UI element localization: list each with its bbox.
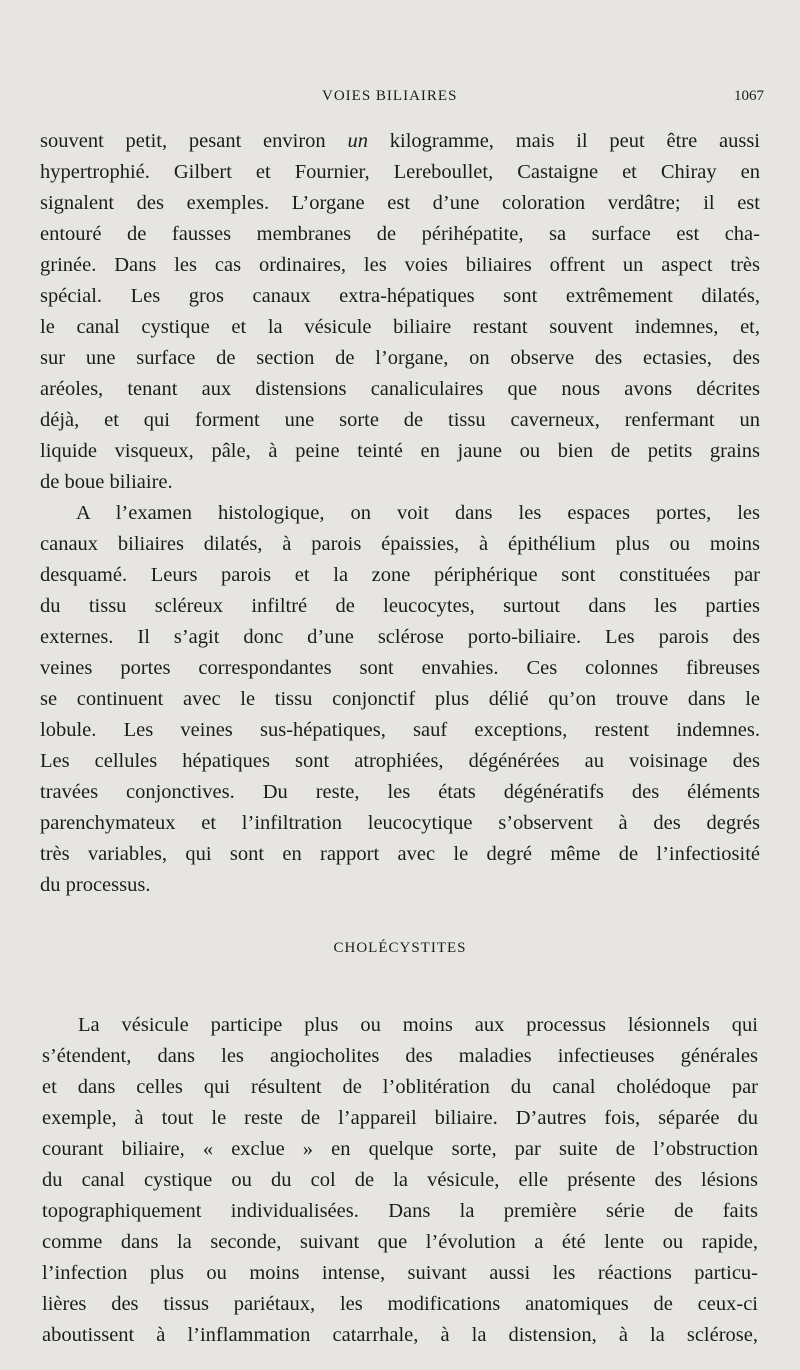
text-line: liquide visqueux, pâle, à peine teinté en jaune ou bien de petits grains: [40, 440, 760, 462]
text-line: aréoles, tenant aux distensions canaliculaires que nous avons décrites: [40, 378, 760, 400]
text-line: du processus.: [40, 874, 151, 896]
paragraph-liver-description: [40, 126, 760, 498]
text-line: hypertrophié. Gilbert et Fournier, Lereboullet, Castaigne et Chiray en: [40, 161, 760, 183]
text-line: canaux biliaires dilatés, à parois épaissies, à épithélium plus ou moins: [40, 533, 760, 555]
text-line: courant biliaire, « exclue » en quelque sorte, par suite de l’obstruction: [42, 1138, 758, 1160]
text-line: l’infection plus ou moins intense, suivant aussi les réactions particu-: [42, 1262, 758, 1284]
paragraph-histology: [40, 498, 760, 901]
text-line: entouré de fausses membranes de périhépatite, sa surface est cha-: [40, 223, 760, 245]
section-heading: CHOLÉCYSTITES: [333, 940, 467, 956]
text-line: aboutissent à l’inflammation catarrhale, à la distension, à la sclérose,: [42, 1324, 758, 1346]
text-line: veines portes correspondantes sont envahies. Ces colonnes fibreuses: [40, 657, 760, 679]
text-line: exemple, à tout le reste de l’appareil biliaire. D’autres fois, séparée du: [42, 1107, 758, 1129]
page-header: [0, 88, 800, 112]
text-line: s’étendent, dans les angiocholites des maladies infectieuses générales: [42, 1045, 758, 1067]
text-line: se continuent avec le tissu conjonctif plus délié qu’on trouve dans le: [40, 688, 760, 710]
text-line: sur une surface de section de l’organe, on observe des ectasies, des: [40, 347, 760, 369]
text-line: desquamé. Leurs parois et la zone périphérique sont constituées par: [40, 564, 760, 586]
page-number: 1067: [734, 88, 764, 104]
text-line: A l’examen histologique, on voit dans les espaces portes, les: [76, 502, 760, 524]
text-line: topographiquement individualisées. Dans la première série de faits: [42, 1200, 758, 1222]
text-line: du tissu scléreux infiltré de leucocytes, surtout dans les parties: [40, 595, 760, 617]
text-line: travées conjonctives. Du reste, les états dégénératifs des éléments: [40, 781, 760, 803]
text-line: le canal cystique et la vésicule biliaire restant souvent indemnes, et,: [40, 316, 760, 338]
paragraph-cholecystitis: [42, 1010, 758, 1351]
text-line: souvent petit, pesant environ un kilogramme, mais il peut être aussi: [40, 130, 760, 152]
text-line: grinée. Dans les cas ordinaires, les voies biliaires offrent un aspect très: [40, 254, 760, 276]
text-line: très variables, qui sont en rapport avec le degré même de l’infectiosité: [40, 843, 760, 865]
text-line: parenchymateux et l’infiltration leucocytique s’observent à des degrés: [40, 812, 760, 834]
text-line: comme dans la seconde, suivant que l’évolution a été lente ou rapide,: [42, 1231, 758, 1253]
text-line: Les cellules hépatiques sont atrophiées, dégénérées au voisinage des: [40, 750, 760, 772]
text-line: du canal cystique ou du col de la vésicule, elle présente des lésions: [42, 1169, 758, 1191]
text-line: spécial. Les gros canaux extra-hépatiques sont extrêmement dilatés,: [40, 285, 760, 307]
text-line: signalent des exemples. L’organe est d’une coloration verdâtre; il est: [40, 192, 760, 214]
text-line: de boue biliaire.: [40, 471, 173, 493]
running-title: VOIES BILIAIRES: [322, 88, 458, 104]
text-line: et dans celles qui résultent de l’oblitération du canal cholédoque par: [42, 1076, 758, 1098]
text-line: déjà, et qui forment une sorte de tissu caverneux, renfermant un: [40, 409, 760, 431]
text-line: externes. Il s’agit donc d’une sclérose porto-biliaire. Les parois des: [40, 626, 760, 648]
text-line: lobule. Les veines sus-hépatiques, sauf exceptions, restent indemnes.: [40, 719, 760, 741]
text-line: La vésicule participe plus ou moins aux processus lésionnels qui: [78, 1014, 758, 1036]
text-line: lières des tissus pariétaux, les modifications anatomiques de ceux-ci: [42, 1293, 758, 1315]
